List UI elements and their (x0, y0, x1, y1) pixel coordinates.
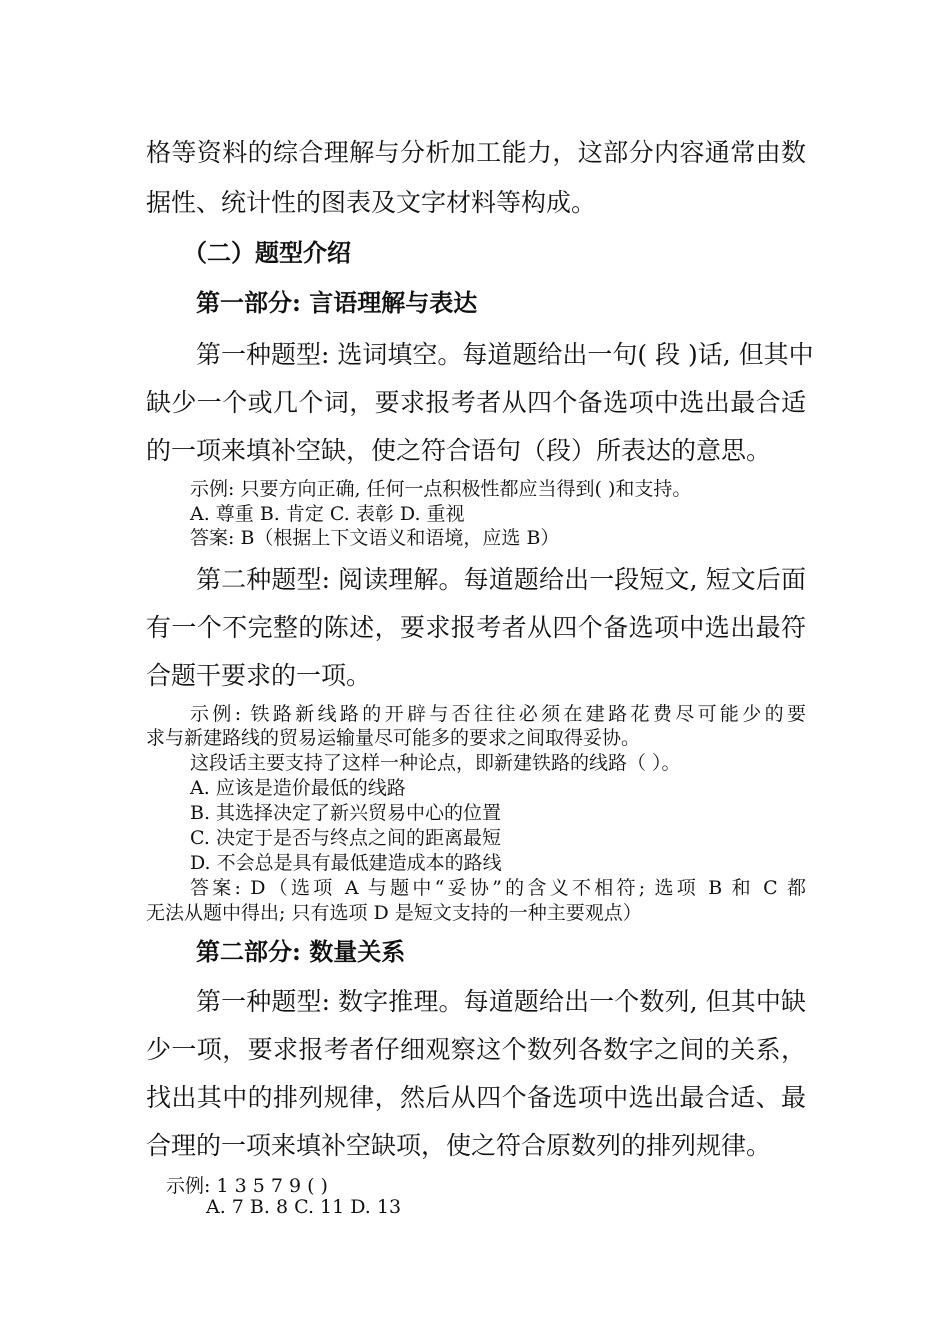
part1-type1-line-3: 的一项来填补空缺，使之符合语句（段）所表达的意思。 (146, 436, 772, 465)
part1-type1-answer: 答案: B（根据上下文语义和语境，应选 B） (190, 527, 560, 549)
part2-type1-line-2: 少一项，要求报考者仔细观察这个数列各数字之间的关系， (146, 1035, 806, 1064)
part1-type2-line-2: 有一个不完整的陈述，要求报考者从四个备选项中选出最符 (146, 613, 806, 642)
part1-type2-option-c: C. 决定于是否与终点之间的距离最短 (190, 827, 501, 849)
part1-type1-line-1: 第一种题型: 选词填空。每道题给出一句( 段 )话, 但其中 (196, 340, 814, 369)
part1-type2-answer-line-2: 无法从题中得出; 只有选项 D 是短文支持的一种主要观点） (146, 902, 642, 924)
part1-type2-line-1: 第二种题型: 阅读理解。每道题给出一段短文, 短文后面 (196, 565, 806, 594)
part1-type1-example: 示例: 只要方向正确, 任何一点积极性都应当得到( )和支持。 (190, 478, 692, 500)
part2-type1-example: 示例: 1 3 5 7 9 ( ) (166, 1175, 328, 1197)
part2-type1-options: A. 7 B. 8 C. 11 D. 13 (206, 1196, 402, 1218)
part2-type1-line-4: 合理的一项来填补空缺项，使之符合原数列的排列规律。 (146, 1131, 772, 1160)
part2-heading: 第二部分: 数量关系 (196, 937, 406, 966)
part1-type2-question: 这段话主要支持了这样一种论点，即新建铁路的线路（ ）。 (190, 752, 681, 774)
part2-type1-line-1: 第一种题型: 数字推理。每道题给出一个数列, 但其中缺 (196, 987, 806, 1016)
intro-line-1: 格等资料的综合理解与分析加工能力，这部分内容通常由数 (146, 138, 806, 167)
part1-type2-answer-line-1: 答案: D（选项 A 与题中“妥协”的含义不相符; 选项 B 和 C 都 (190, 877, 806, 899)
part1-type2-example-line-1: 示例: 铁路新线路的开辟与否往往必须在建路花费尽可能少的要 (190, 703, 806, 725)
section-heading: （二）题型介绍 (183, 238, 351, 267)
part1-type2-line-3: 合题干要求的一项。 (146, 661, 372, 690)
part1-heading: 第一部分: 言语理解与表达 (196, 288, 478, 317)
part2-type1-line-3: 找出其中的排列规律，然后从四个备选项中选出最合适、最 (146, 1083, 806, 1112)
part1-type2-option-b: B. 其选择决定了新兴贸易中心的位置 (190, 802, 502, 824)
intro-line-2: 据性、统计性的图表及文字材料等构成。 (146, 188, 597, 217)
part1-type1-line-2: 缺少一个或几个词，要求报考者从四个备选项中选出最合适 (146, 388, 806, 417)
part1-type1-options: A. 尊重 B. 肯定 C. 表彰 D. 重视 (190, 503, 465, 525)
part1-type2-option-a: A. 应该是造价最低的线路 (190, 777, 406, 799)
part1-type2-example-line-2: 求与新建路线的贸易运输量尽可能多的要求之间取得妥协。 (146, 727, 641, 749)
part1-type2-option-d: D. 不会总是具有最低建造成本的路线 (190, 852, 502, 874)
